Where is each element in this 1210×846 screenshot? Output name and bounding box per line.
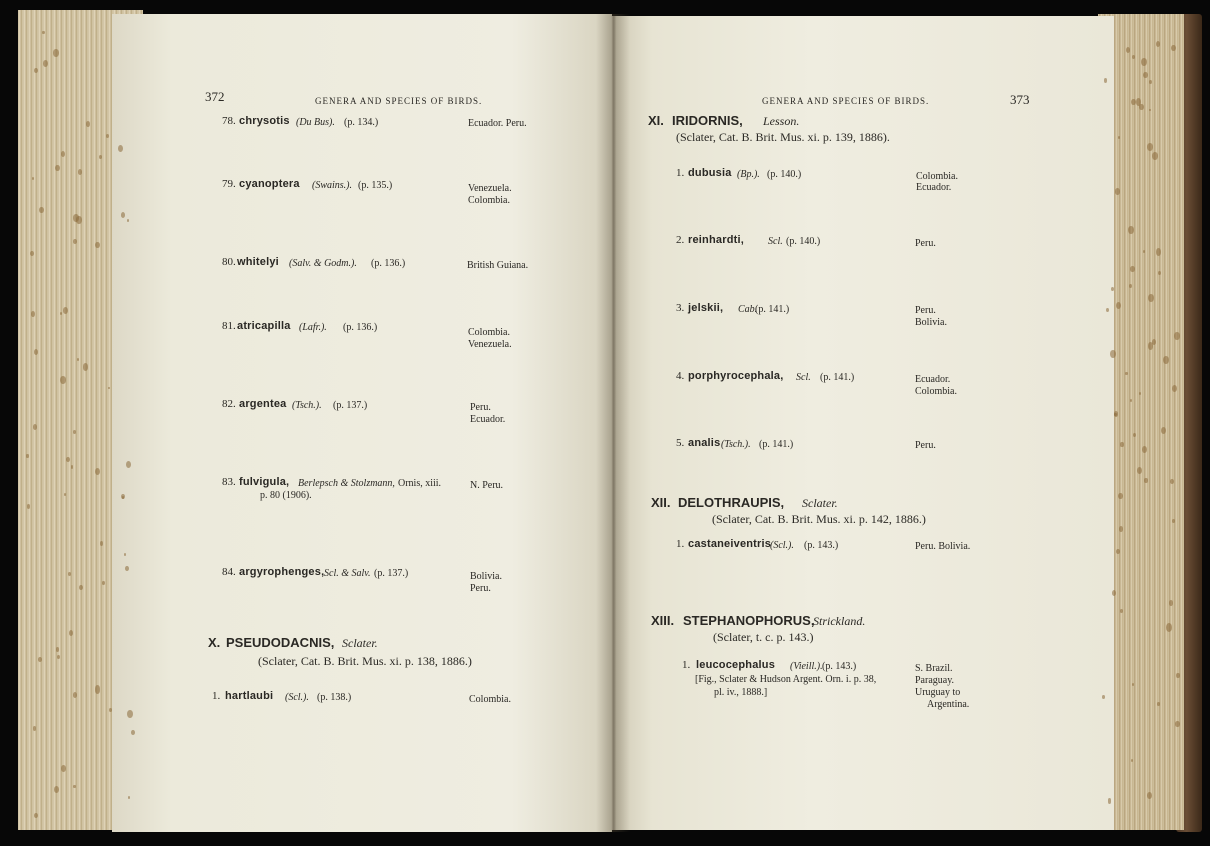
genus-name: DELOTHRAUPIS, (678, 495, 785, 510)
foxing-spot (68, 572, 71, 576)
figure-note: [Fig., Sclater & Hudson Argent. Orn. i. p. 38, (695, 674, 877, 685)
running-head: GENERA AND SPECIES OF BIRDS. (315, 96, 483, 106)
foxing-spot (1110, 350, 1116, 358)
foxing-spot (39, 207, 44, 213)
foxing-spot (1156, 248, 1161, 255)
foxing-spot (66, 457, 70, 462)
author: Berlepsch & Stolzmann, (298, 478, 395, 489)
foxing-spot (127, 710, 133, 718)
species-name: reinhardti, (688, 234, 744, 246)
foxing-spot (42, 31, 45, 35)
foxing-spot (43, 60, 48, 67)
foxing-spot (1143, 72, 1147, 78)
foxing-spot (1130, 266, 1135, 272)
book-gutter (596, 14, 630, 832)
foxing-spot (86, 121, 90, 127)
author: Lesson. (763, 114, 800, 128)
foxing-spot (26, 454, 28, 457)
foxing-spot (1116, 549, 1120, 554)
foxing-spot (83, 363, 89, 371)
foxing-spot (57, 655, 60, 659)
foxing-spot (1157, 702, 1160, 706)
foxing-spot (1152, 152, 1158, 160)
foxing-spot (1139, 104, 1144, 111)
genus-name: PSEUDODACNIS, (226, 635, 335, 650)
foxing-spot (1169, 600, 1173, 605)
foxing-spot (33, 726, 36, 731)
foxing-spot (1144, 478, 1147, 483)
foxing-spot (1131, 99, 1135, 105)
foxing-spot (1102, 695, 1105, 699)
foxing-spot (1118, 493, 1122, 499)
range: N. Peru. (470, 480, 504, 491)
author: (Bp.). (737, 169, 760, 180)
author: Scl. (768, 236, 783, 247)
range: Peru. (915, 440, 936, 451)
species-name: dubusia (688, 167, 732, 179)
species-name: argyrophenges, (239, 566, 325, 578)
range: Peru. (470, 402, 491, 413)
range: Peru. Bolivia. (915, 541, 971, 552)
foxing-spot (1141, 58, 1147, 66)
range: Bolivia. (915, 317, 947, 328)
author: Scl. & Salv. (324, 568, 371, 579)
species-name: argentea (239, 398, 287, 410)
foxing-spot (54, 786, 59, 793)
range: Peru. (915, 305, 936, 316)
foxing-spot (1125, 372, 1127, 375)
foxing-spot (73, 692, 77, 698)
left-page (112, 14, 612, 832)
page-number: 373 (1010, 92, 1030, 107)
range: Bolivia. (470, 571, 502, 582)
genus-reference: (Sclater, Cat. B. Brit. Mus. xi. p. 138, 1886.) (258, 654, 472, 668)
foxing-spot (71, 465, 74, 469)
foxing-spot (34, 68, 38, 73)
foxing-spot (38, 657, 42, 662)
running-head: GENERA AND SPECIES OF BIRDS. (762, 96, 930, 106)
genus-name: IRIDORNIS, (672, 113, 743, 128)
foxing-spot (55, 165, 60, 172)
range: Peru. (470, 583, 491, 594)
foxing-spot (1137, 467, 1142, 474)
foxing-spot (121, 494, 125, 499)
author: (Lafr.). (299, 322, 327, 333)
genus-reference: (Sclater, Cat. B. Brit. Mus. xi. p. 142, 1886.) (712, 512, 926, 526)
range: S. Brazil. (915, 663, 953, 674)
range: Venezuela. (468, 339, 512, 350)
species-name: leucocephalus (696, 659, 776, 671)
range: Ecuador. Peru. (468, 118, 527, 129)
foxing-spot (1133, 433, 1136, 437)
foxing-spot (1120, 442, 1123, 447)
foxing-spot (1115, 188, 1120, 195)
foxing-spot (1174, 332, 1180, 340)
foxing-spot (1132, 55, 1135, 59)
page-number: 372 (205, 89, 225, 104)
foxing-spot (1114, 411, 1118, 416)
author: (Scl.). (285, 692, 309, 703)
author: (Swains.). (312, 180, 352, 191)
foxing-spot (76, 216, 82, 224)
foxing-spot (53, 49, 59, 57)
foxing-spot (126, 461, 131, 468)
foxing-spot (127, 219, 129, 222)
foxing-spot (1148, 294, 1154, 302)
range: Ecuador. (916, 182, 952, 193)
foxing-spot (1128, 226, 1134, 234)
foxing-spot (1163, 356, 1169, 364)
species-name: chrysotis (239, 115, 290, 127)
foxing-spot (61, 151, 65, 157)
foxing-spot (1129, 284, 1132, 288)
range: Colombia. (468, 327, 510, 338)
foxing-spot (34, 813, 38, 818)
species-name: atricapilla (237, 320, 291, 332)
range: Paraguay. (915, 675, 955, 686)
foxing-spot (63, 307, 68, 314)
species-name: cyanoptera (239, 178, 300, 190)
foxing-spot (1176, 673, 1179, 678)
range: Venezuela. (468, 183, 512, 194)
foxing-spot (1106, 308, 1109, 312)
author: (Scl.). (770, 540, 794, 551)
species-name: castaneiventris (688, 538, 772, 550)
foxing-spot (125, 566, 129, 572)
range: Peru. (915, 238, 936, 249)
author: (Vieill.). (790, 661, 823, 672)
range: Colombia. (916, 171, 958, 182)
foxing-spot (1126, 47, 1130, 53)
foxing-spot (34, 349, 38, 355)
foxing-spot (1175, 721, 1180, 728)
foxing-spot (1172, 519, 1175, 523)
range: Colombia. (469, 694, 511, 705)
genus-reference: (Sclater, Cat. B. Brit. Mus. xi. p. 139, 1886). (676, 130, 890, 144)
foxing-spot (102, 581, 105, 585)
foxing-spot (1116, 302, 1121, 309)
foxing-spot (99, 155, 102, 159)
author: Scl. (796, 372, 811, 383)
range: Argentina. (927, 699, 970, 710)
author: Strickland. (813, 614, 866, 628)
species-name: fulvigula, (239, 476, 290, 488)
species-name: analis (688, 437, 721, 449)
foxing-spot (31, 311, 35, 317)
foxing-spot (1170, 479, 1174, 484)
figure-note: pl. iv., 1888.] (714, 687, 768, 698)
range: Uruguay to (915, 687, 961, 698)
foxing-spot (1147, 792, 1152, 799)
species-name: hartlaubi (225, 690, 274, 702)
foxing-spot (30, 251, 34, 257)
range: Ecuador. (470, 414, 506, 425)
foxing-spot (73, 239, 77, 244)
author: (Tsch.). (292, 400, 322, 411)
foxing-spot (121, 212, 126, 218)
foxing-spot (69, 630, 73, 636)
genus-name: STEPHANOPHORUS, (683, 613, 815, 628)
foxing-spot (95, 685, 101, 693)
author: Sclater. (342, 636, 378, 650)
species-name: jelskii, (688, 302, 724, 314)
foxing-spot (64, 493, 66, 496)
species-name: whitelyi (237, 256, 279, 268)
foxing-spot (1171, 45, 1175, 51)
foxing-spot (95, 242, 100, 249)
range: Colombia. (915, 386, 957, 397)
genus-reference: (Sclater, t. c. p. 143.) (713, 630, 814, 644)
author: (Salv. & Godm.). (289, 258, 357, 269)
range: British Guiana. (467, 260, 529, 271)
species-name: porphyrocephala, (688, 370, 784, 382)
author: (Tsch.). (721, 439, 751, 450)
author: (Du Bus). (296, 117, 335, 128)
range: Ecuador. (915, 374, 951, 385)
author: Cab. (738, 304, 758, 315)
range: Colombia. (468, 195, 510, 206)
author: Sclater. (802, 496, 838, 510)
